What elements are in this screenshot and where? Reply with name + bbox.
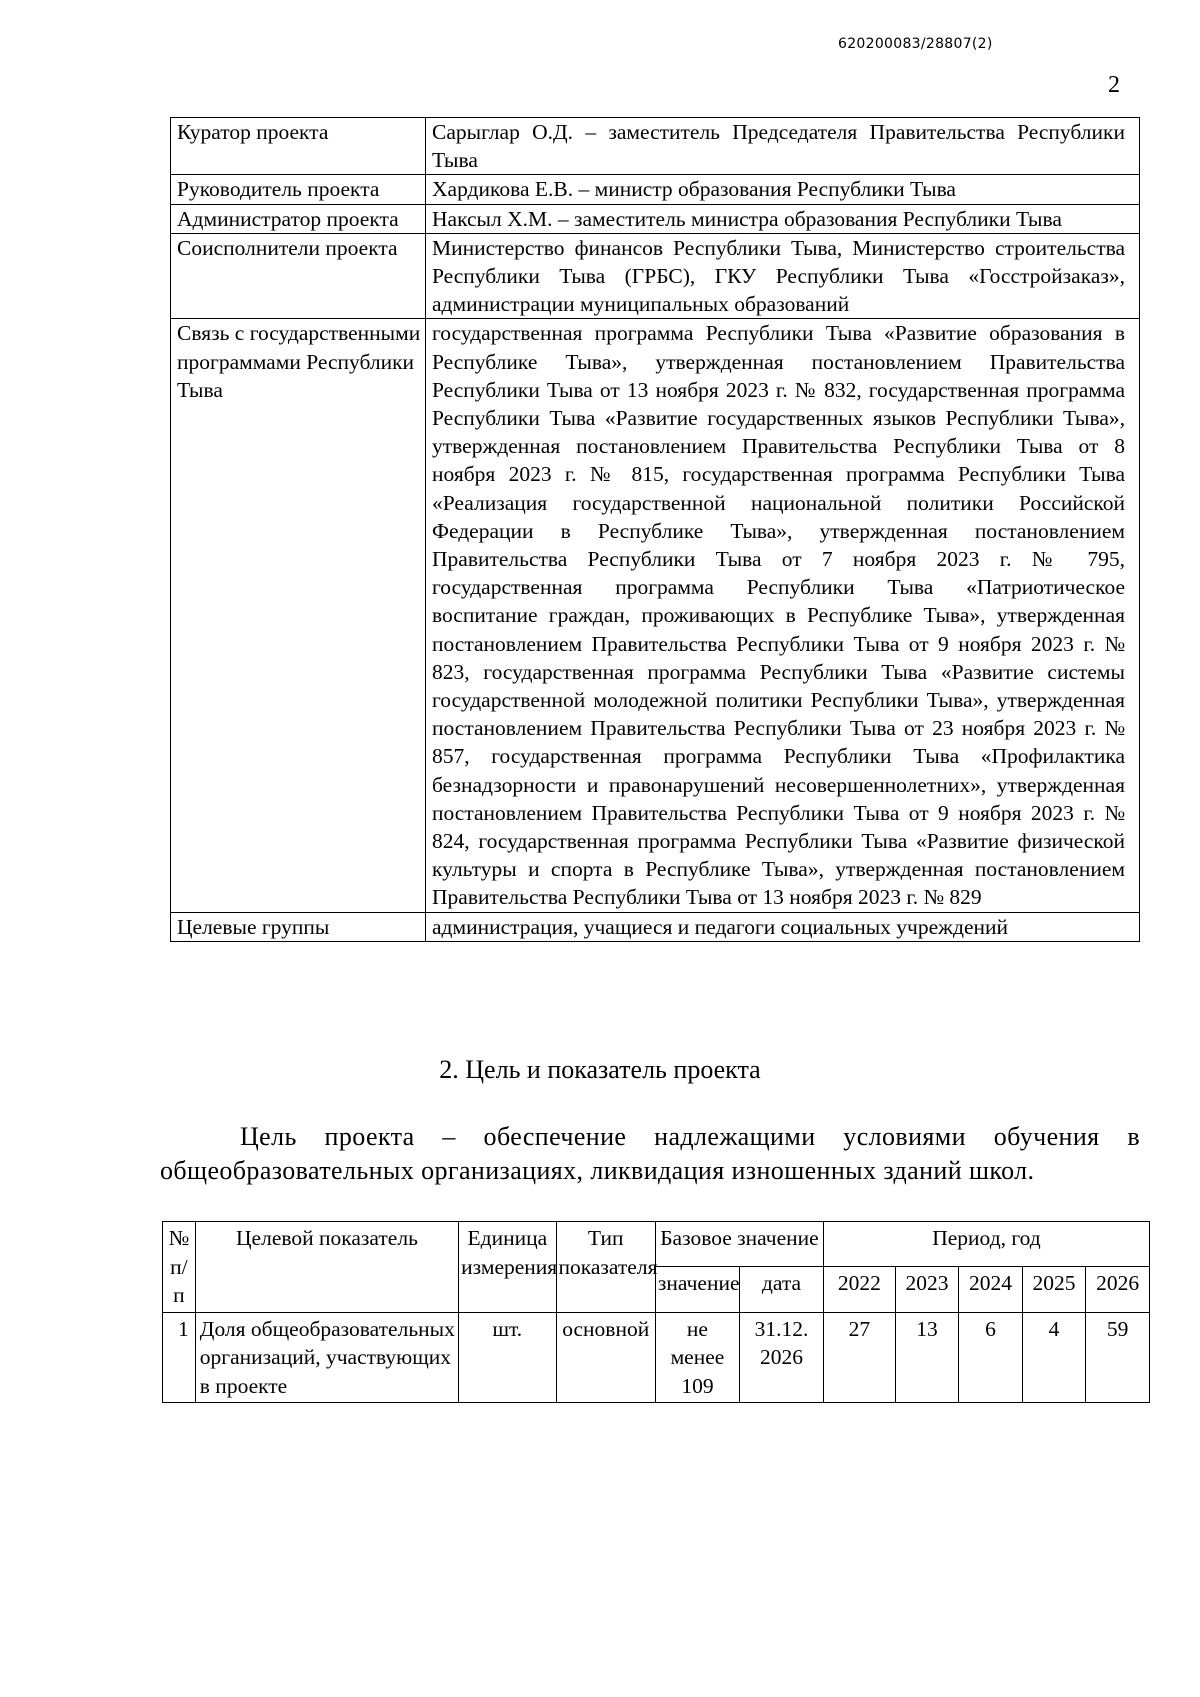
table-row xyxy=(163,1312,1150,1403)
table-row xyxy=(171,175,1140,204)
row-value-curator: Сарыглар О.Д. – заместитель Председателя Правительства Республики Тыва xyxy=(426,118,1140,175)
header-type: Тип показателя xyxy=(556,1222,655,1313)
header-base-date: дата xyxy=(739,1267,823,1312)
cell-year-value: 27 xyxy=(823,1312,895,1403)
header-year: 2023 xyxy=(895,1267,959,1312)
cell-indicator: Доля общеобразовательных организаций, участвующих в проекте xyxy=(195,1312,458,1403)
cell-base-date: 31.12. 2026 xyxy=(739,1312,823,1403)
header-indicator: Целевой показатель xyxy=(195,1222,458,1313)
cell-year-value: 6 xyxy=(959,1312,1023,1403)
header-base: Базовое значение xyxy=(655,1222,823,1267)
row-label-programs: Связь с государственными программами Республики Тыва xyxy=(171,319,426,912)
row-label-target-groups: Целевые группы xyxy=(171,912,426,941)
cell-year-value: 4 xyxy=(1022,1312,1086,1403)
row-value-programs: государственная программа Республики Тыва «Развитие образования в Республике Тыва», утвержденная постановлением Правительства Республики Тыва от 13 ноября 2023 г. № 832, государственная программа Республики Тыва «Развитие государственных языков Республики Тыва», утвержденная постановлением Правительства Республики Тыва от 8 ноября 2023 г. № 815, государственная программа Республики Тыва «Реализация государственной национальной политики Российской Федерации в Республике Тыва», утвержденная постановлением Правительства Республики Тыва от 7 ноября 2023 г. № 795, государственная программа Республики Тыва «Патриотическое воспитание граждан, проживающих в Республике Тыва», утвержденная постановлением Правительства Республики Тыва от 9 ноября 2023 г. № 823, государственная программа Республики Тыва «Развитие системы государственной молодежной политики Республики Тыва», утвержденная постановлением Правительства Республики Тыва от 23 ноября 2023 г. № 857, государственная программа Республики Тыва «Профилактика безнадзорности и правонарушений несовершеннолетних», утвержденная постановлением Правительства Республики Тыва от 9 ноября 2023 г. № 824, государственная программа Республики Тыва «Развитие физической культуры и спорта в Республике Тыва», утвержденная постановлением Правительства Республики Тыва от 13 ноября 2023 г. № 829 xyxy=(426,319,1140,912)
section-title: 2. Цель и показатель проекта xyxy=(439,1055,761,1084)
row-value-head: Хардикова Е.В. – министр образования Республики Тыва xyxy=(426,175,1140,204)
cell-type: основной xyxy=(556,1312,655,1403)
project-info-table xyxy=(170,117,1140,942)
header-year: 2024 xyxy=(959,1267,1023,1312)
row-value-coexecutors: Министерство финансов Республики Тыва, Министерство строительства Республики Тыва (ГРБС), ГКУ Республики Тыва «Госстройзаказ», администрации муниципальных образований xyxy=(426,233,1140,319)
document-id: 620200083/28807(2) xyxy=(838,36,993,52)
header-year: 2025 xyxy=(1022,1267,1086,1312)
cell-base-value: не менее 109 xyxy=(655,1312,739,1403)
table-row xyxy=(171,912,1140,941)
row-value-administrator: Наксыл Х.М. – заместитель министра образования Республики Тыва xyxy=(426,204,1140,233)
row-value-target-groups: администрация, учащиеся и педагоги социальных учреждений xyxy=(426,912,1140,941)
table-row xyxy=(171,319,1140,912)
row-label-coexecutors: Соисполнители проекта xyxy=(171,233,426,319)
header-base-value: значение xyxy=(655,1267,739,1312)
cell-num: 1 xyxy=(163,1312,196,1403)
row-label-curator: Куратор проекта xyxy=(171,118,426,175)
indicator-table xyxy=(162,1221,1150,1403)
header-unit: Единица измерения xyxy=(459,1222,556,1313)
table-row xyxy=(171,204,1140,233)
cell-year-value: 13 xyxy=(895,1312,959,1403)
header-period: Период, год xyxy=(823,1222,1149,1267)
cell-year-value: 59 xyxy=(1086,1312,1150,1403)
row-label-head: Руководитель проекта xyxy=(171,175,426,204)
cell-unit: шт. xyxy=(459,1312,556,1403)
header-year: 2026 xyxy=(1086,1267,1150,1312)
table-header-row xyxy=(163,1222,1150,1267)
table-row xyxy=(171,118,1140,175)
header-year: 2022 xyxy=(823,1267,895,1312)
row-label-administrator: Администратор проекта xyxy=(171,204,426,233)
goal-paragraph: Цель проекта – обеспечение надлежащими условиями обучения в общеобразовательных организациях, ликвидация изношенных зданий школ. xyxy=(160,1122,1140,1185)
page-number: 2 xyxy=(1108,72,1120,98)
header-num: № п/п xyxy=(163,1222,196,1313)
table-row xyxy=(171,233,1140,319)
